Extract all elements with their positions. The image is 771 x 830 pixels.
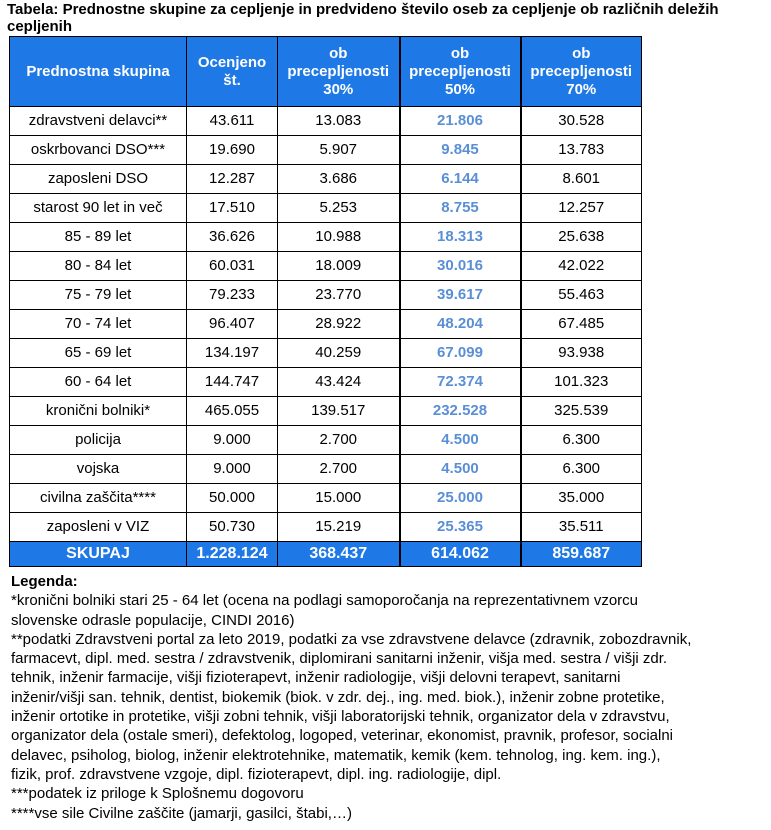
table-row	[10, 136, 642, 165]
table-title: Tabela: Prednostne skupine za cepljenje in predvideno število oseb za cepljenje ob različnih deležih cepljenih	[7, 1, 719, 35]
legend-line: inženir ortotike in protetike, višji zobni tehnik, višji laboratorijski tehnik, organizator dela v zdravstvu,	[11, 708, 670, 726]
cell-p70: 35.000	[521, 484, 642, 513]
header-50-percent: ob precepljenosti 50%	[400, 37, 521, 107]
cell-group: 65 - 69 let	[10, 339, 187, 368]
cell-group: zdravstveni delavci**	[10, 107, 187, 136]
table-row	[10, 281, 642, 310]
cell-group: 70 - 74 let	[10, 310, 187, 339]
table-row	[10, 223, 642, 252]
legend-line: fizik, prof. zdravstvene vzgoje, dipl. fizioterapevt, dipl. ing. radiologije, dipl.	[11, 765, 502, 783]
cell-p30: 2.700	[278, 455, 400, 484]
cell-p50: 48.204	[400, 310, 521, 339]
table-row	[10, 194, 642, 223]
cell-p50: 4.500	[400, 426, 521, 455]
table-header-row	[10, 37, 642, 107]
cell-group: policija	[10, 426, 187, 455]
cell-p30: 28.922	[278, 310, 400, 339]
total-estimated: 1.228.124	[187, 542, 278, 567]
cell-p70: 55.463	[521, 281, 642, 310]
table-row	[10, 107, 642, 136]
cell-estimated: 60.031	[187, 252, 278, 281]
cell-group: 85 - 89 let	[10, 223, 187, 252]
legend-line: ***podatek iz priloge k Splošnemu dogovoru	[11, 785, 304, 803]
total-row	[10, 542, 642, 567]
table-row	[10, 339, 642, 368]
cell-group: starost 90 let in več	[10, 194, 187, 223]
total-p70: 859.687	[521, 542, 642, 567]
cell-p30: 10.988	[278, 223, 400, 252]
cell-group: kronični bolniki*	[10, 397, 187, 426]
table-row	[10, 455, 642, 484]
cell-p30: 23.770	[278, 281, 400, 310]
cell-p50: 21.806	[400, 107, 521, 136]
cell-estimated: 96.407	[187, 310, 278, 339]
cell-estimated: 50.000	[187, 484, 278, 513]
cell-p30: 13.083	[278, 107, 400, 136]
legend-line: delavec, psiholog, biolog, inženir elektrotehnike, matematik, kemik (kem. tehnolog, ing. kem. ing.),	[11, 746, 661, 764]
cell-group: vojska	[10, 455, 187, 484]
cell-p50: 39.617	[400, 281, 521, 310]
cell-p70: 101.323	[521, 368, 642, 397]
table-row	[10, 252, 642, 281]
cell-p30: 15.000	[278, 484, 400, 513]
cell-estimated: 43.611	[187, 107, 278, 136]
header-estimated: Ocenjeno št.	[187, 37, 278, 107]
cell-estimated: 17.510	[187, 194, 278, 223]
cell-p50: 18.313	[400, 223, 521, 252]
cell-p70: 67.485	[521, 310, 642, 339]
cell-p30: 3.686	[278, 165, 400, 194]
cell-p70: 25.638	[521, 223, 642, 252]
cell-p70: 6.300	[521, 455, 642, 484]
cell-estimated: 9.000	[187, 455, 278, 484]
legend-line: **podatki Zdravstveni portal za leto 2019, podatki za vse zdravstvene delavce (zdravnik, zobozdravnik,	[11, 630, 692, 648]
cell-p30: 5.253	[278, 194, 400, 223]
cell-estimated: 9.000	[187, 426, 278, 455]
cell-group: zaposleni DSO	[10, 165, 187, 194]
cell-p50: 30.016	[400, 252, 521, 281]
cell-group: 80 - 84 let	[10, 252, 187, 281]
cell-group: 75 - 79 let	[10, 281, 187, 310]
legend-line: ****vse sile Civilne zaščite (jamarji, gasilci, štabi,…)	[11, 804, 352, 822]
cell-p30: 5.907	[278, 136, 400, 165]
table-row	[10, 397, 642, 426]
cell-estimated: 465.055	[187, 397, 278, 426]
cell-p50: 6.144	[400, 165, 521, 194]
cell-estimated: 36.626	[187, 223, 278, 252]
cell-estimated: 12.287	[187, 165, 278, 194]
cell-p50: 4.500	[400, 455, 521, 484]
cell-p50: 9.845	[400, 136, 521, 165]
total-p30: 368.437	[278, 542, 400, 567]
cell-p50: 232.528	[400, 397, 521, 426]
cell-p30: 43.424	[278, 368, 400, 397]
header-priority-group: Prednostna skupina	[10, 37, 187, 107]
header-30-percent: ob precepljenosti 30%	[278, 37, 400, 107]
cell-estimated: 79.233	[187, 281, 278, 310]
legend	[11, 572, 767, 823]
cell-p50: 67.099	[400, 339, 521, 368]
cell-estimated: 19.690	[187, 136, 278, 165]
header-70-percent: ob precepljenosti 70%	[521, 37, 642, 107]
table-row	[10, 165, 642, 194]
legend-line: *kronični bolniki stari 25 - 64 let (ocena na podlagi samoporočanja na reprezentativnem vzorcu	[11, 592, 639, 610]
cell-p70: 93.938	[521, 339, 642, 368]
cell-p30: 18.009	[278, 252, 400, 281]
cell-p50: 25.000	[400, 484, 521, 513]
cell-p70: 13.783	[521, 136, 642, 165]
table-row	[10, 513, 642, 542]
cell-group: 60 - 64 let	[10, 368, 187, 397]
cell-p50: 25.365	[400, 513, 521, 542]
cell-p70: 35.511	[521, 513, 642, 542]
legend-line: slovenske odrasle populacije, CINDI 2016)	[11, 611, 295, 629]
cell-p50: 72.374	[400, 368, 521, 397]
cell-p70: 8.601	[521, 165, 642, 194]
total-p50: 614.062	[400, 542, 521, 567]
cell-p70: 6.300	[521, 426, 642, 455]
cell-p30: 139.517	[278, 397, 400, 426]
cell-p50: 8.755	[400, 194, 521, 223]
legend-line: tehnik, inženir farmacije, višji fizioterapevt, inženir radiologije, višji delovni terapevt, sanitarni	[11, 669, 621, 687]
cell-p70: 325.539	[521, 397, 642, 426]
cell-group: civilna zaščita****	[10, 484, 187, 513]
table-row	[10, 426, 642, 455]
cell-estimated: 134.197	[187, 339, 278, 368]
cell-p30: 40.259	[278, 339, 400, 368]
cell-p30: 2.700	[278, 426, 400, 455]
cell-group: oskrbovanci DSO***	[10, 136, 187, 165]
table-row	[10, 484, 642, 513]
cell-group: zaposleni v VIZ	[10, 513, 187, 542]
cell-estimated: 144.747	[187, 368, 278, 397]
total-group: SKUPAJ	[10, 542, 187, 567]
cell-p70: 30.528	[521, 107, 642, 136]
table-row	[10, 310, 642, 339]
vaccination-table	[9, 36, 642, 567]
legend-title: Legenda:	[11, 573, 78, 590]
legend-line: inženir/višji san. tehnik, dentist, biokemik (biok. v zdr. dej., ing. med. biok.), inženir zobne protetike,	[11, 688, 665, 706]
cell-p70: 42.022	[521, 252, 642, 281]
cell-estimated: 50.730	[187, 513, 278, 542]
legend-line: farmacevt, dipl. med. sestra / zdravstvenik, diplomirani sanitarni inženir, višja med. sestra / višji zdr.	[11, 650, 668, 668]
table-row	[10, 368, 642, 397]
legend-line: organizator dela (ostale smeri), defektolog, logoped, veterinar, ekonomist, pravnik, profesor, socialni	[11, 727, 674, 745]
cell-p30: 15.219	[278, 513, 400, 542]
cell-p70: 12.257	[521, 194, 642, 223]
